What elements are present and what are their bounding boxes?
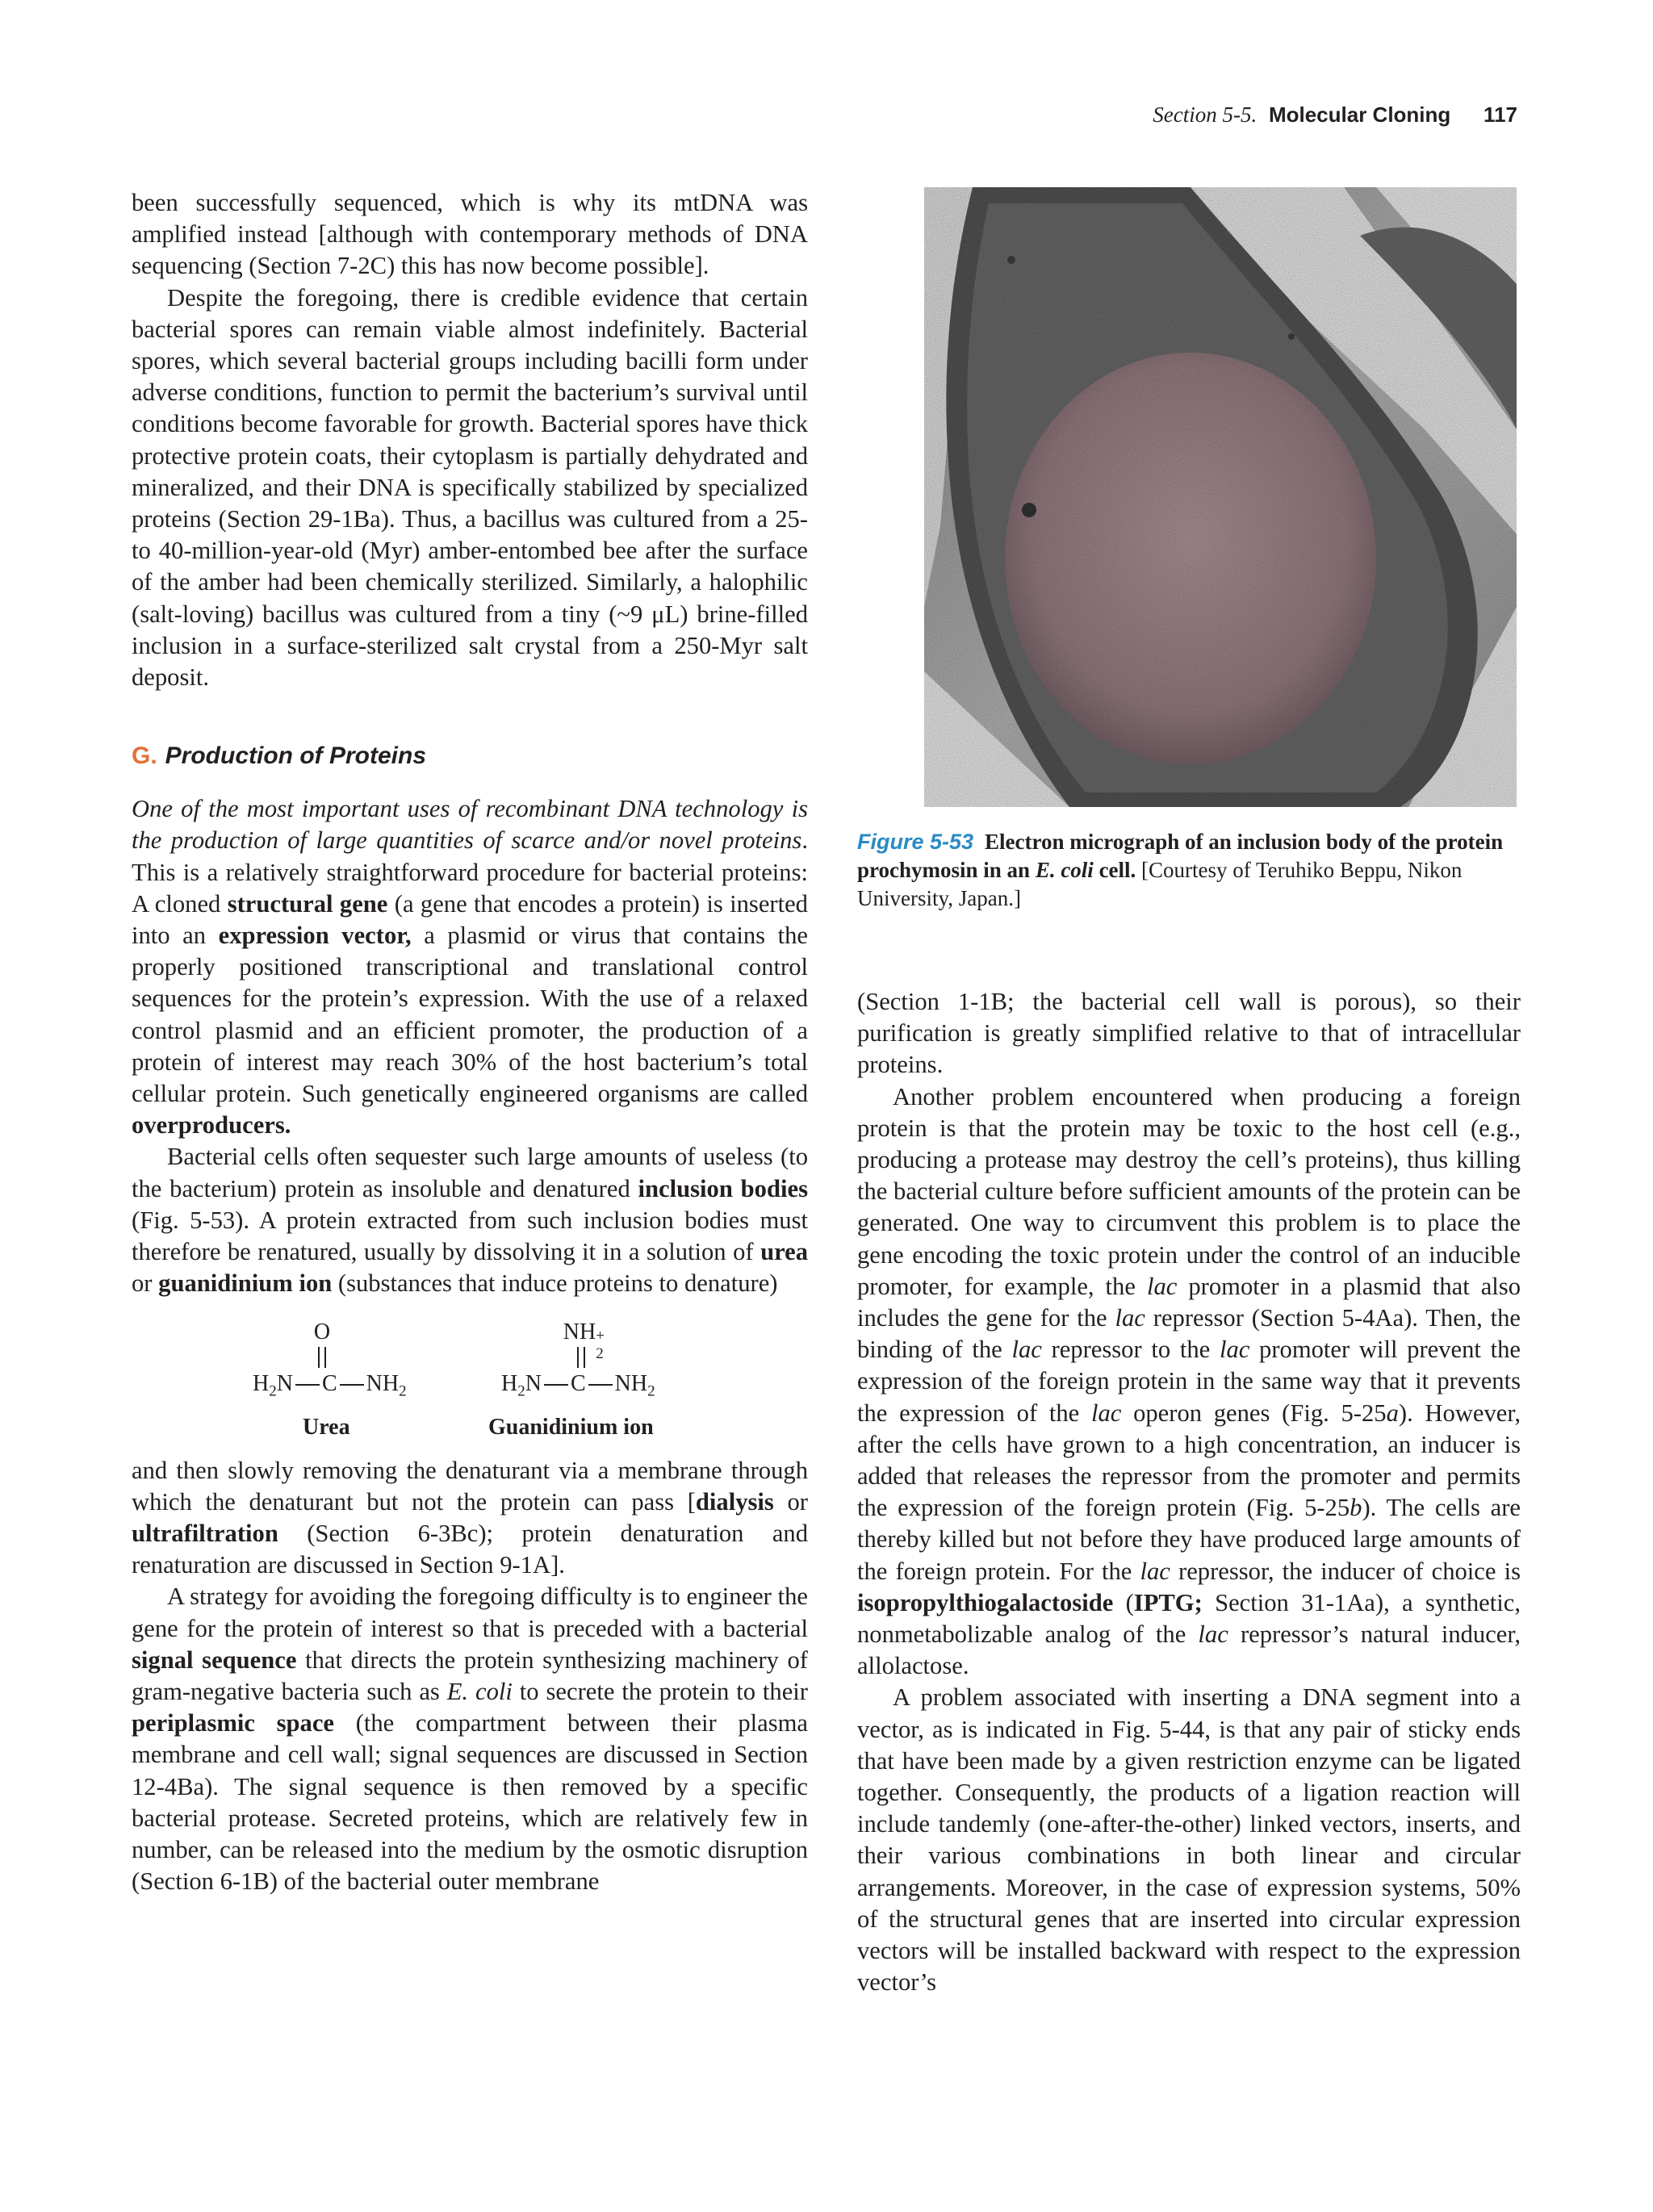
urea-label: Urea	[303, 1414, 350, 1440]
species-name: E. coli	[446, 1677, 513, 1705]
page-number: 117	[1484, 102, 1517, 127]
paragraph: Despite the foregoing, there is credible evidence that certain bacterial spores can remain viable almost indefinitely. Bacterial spores, which several bacterial groups including bacilli form under adverse conditions, function to permit the bacterium’s survival until conditions become favorable for growth. Bacterial spores have thick protective protein coats, their cytoplasm is partially dehydrated and mineralized, and their DNA is specifically stabilized by specialized proteins (Section 29-1Ba). Thus, a bacillus was cultured from a 25- to 40-million-year-old (Myr) amber-entombed bee after the surface of the amber had been chemically sterilized. Similarly, a halophilic (salt-loving) bacillus was cultured from a tiny (~9 μL) brine-filled inclusion in a surface-sterilized salt crystal from a 250-Myr salt deposit.	[132, 283, 808, 692]
paragraph: and then slowly removing the denaturant via a membrane through which the denaturant but not the protein can pass [dialysis or ultrafiltration (Section 6-3Bc); protein denaturation and renaturation are discussed in Section 9-1A].	[132, 1456, 808, 1579]
chemical-structures	[132, 1319, 808, 1441]
right-column	[857, 986, 1521, 1999]
nh2-plus-group: NH + 2	[563, 1319, 605, 1362]
heading-letter: G.	[132, 742, 157, 770]
figure-caption: Figure 5-53 Electron micrograph of an inclusion body of the protein prochymosin in an E. coli cell. [Courtesy of Teruhiko Beppu, Nikon University, Japan.]	[857, 830, 1504, 910]
electron-micrograph-image	[924, 187, 1517, 807]
paragraph: (Section 1-1B; the bacterial cell wall is porous), so their purification is greatly simplified relative to that of intracellular proteins.	[857, 988, 1521, 1079]
term: overproducers.	[132, 1111, 291, 1139]
left-column	[132, 187, 808, 1897]
term: structural gene	[227, 889, 388, 918]
double-bond	[318, 1347, 326, 1368]
section-title: Molecular Cloning	[1268, 102, 1451, 127]
term: signal sequence	[132, 1645, 297, 1674]
urea-backbone: $H_2N$ C $NH_2$	[253, 1370, 407, 1400]
paragraph: Bacterial cells often sequester such large amounts of useless (to the bacterium) protein as insoluble and denatured inclusion bodies (Fig. 5-53). A protein extracted from such inclusion bodies must therefore be renatured, usually by dissolving it in a solution of urea or guanidinium ion (substances that induce proteins to denature)	[132, 1143, 808, 1298]
paragraph: been successfully sequenced, which is why its mtDNA was amplified instead [although with contemporary methods of DNA sequencing (Section 7-2C) this has now become possible].	[132, 189, 808, 280]
guanidinium-backbone: $H_2N$ C $NH_2$	[501, 1370, 655, 1400]
term: inclusion bodies	[638, 1174, 808, 1202]
oxygen-atom: O	[313, 1319, 331, 1344]
term: expression vector,	[218, 922, 412, 950]
term: IPTG;	[1133, 1588, 1203, 1616]
paragraph: Another problem encountered when producing a foreign protein is that the protein may be toxic to the host cell (e.g., producing a protease may destroy the cell’s proteins), thus killing the bacterial culture before sufficient amounts of the protein can be generated. One way to circumvent this problem is to place the gene encoding the toxic protein under the control of an inducible promoter, for example, the lac promoter in a plasmid that also includes the gene for the lac repressor (Section 5-4Aa). Then, the binding of the lac repressor to the lac promoter will prevent the expression of the foreign protein in the same way that it prevents the expression of the lac operon genes (Fig. 5-25a). However, after the cells have grown to a high concentration, an inducer is added that releases the repressor from the promoter and permits the expression of the foreign protein (Fig. 5-25b). The cells are thereby killed but not before they have produced large amounts of the foreign protein. For the lac repressor, the inducer of choice is isopropylthiogalactoside (IPTG; Section 31-1Aa), a synthetic, nonmetabolizable analog of the lac repressor’s natural inducer, allolactose.	[857, 1082, 1521, 1680]
paragraph: A strategy for avoiding the foregoing difficulty is to engineer the gene for the protein of interest so that is preceded with a bacterial signal sequence that directs the protein synthesizing machinery of gram-negative bacteria such as E. coli to secrete the protein to their periplasmic space (the compartment between their plasma membrane and cell wall; signal sequences are discussed in Section 12-4Ba). The signal sequence is then removed by a specific bacterial protease. Secreted proteins, which are relatively few in number, can be released into the medium by the osmotic disruption (Section 6-1B) of the bacterial outer membrane	[132, 1583, 808, 1896]
paragraph: A problem associated with inserting a DNA segment into a vector, as is indicated in Fig. 5-44, is that any pair of sticky ends that have been made by a given restriction enzyme can be ligated together. Consequently, the products of a ligation reaction will include tandemly (one-after-the-other) linked vectors, inserts, and their various combinations in both linear and circular arrangements. Moreover, in the case of expression systems, 50% of the structural genes that are inserted into circular expression vectors will be installed backward with respect to the expression vector’s	[857, 1683, 1521, 1997]
term: urea	[760, 1238, 808, 1266]
intro-italic: One of the most important uses of recombinant DNA technology is the production of large quantities of scarce and/or novel proteins	[132, 795, 808, 855]
term: periplasmic space	[132, 1709, 335, 1737]
paragraph: One of the most important uses of recombinant DNA technology is the production of large quantities of scarce and/or novel proteins. This is a relatively straightforward procedure for bacterial proteins: A cloned structural gene (a gene that encodes a protein) is inserted into an expression vector, a plasmid or virus that contains the properly positioned transcriptional and translational control sequences for the protein’s expression. With the use of a relaxed control plasmid and an efficient promoter, the production of a protein of interest may reach 30% of the host bacterium’s total cellular protein. Such genetically engineered organisms are called overproducers.	[132, 795, 808, 1139]
running-head	[1153, 102, 1517, 128]
double-bond	[577, 1347, 585, 1368]
term: ultrafiltration	[132, 1519, 278, 1547]
figure-label: Figure 5-53	[857, 830, 974, 854]
section-label: Section 5-5.	[1153, 102, 1258, 127]
figure-5-53	[857, 187, 1521, 913]
term: isopropylthiogalactoside	[857, 1588, 1114, 1616]
section-heading	[132, 742, 808, 771]
term: guanidinium ion	[158, 1269, 333, 1298]
heading-text: Production of Proteins	[165, 742, 427, 770]
term: dialysis	[695, 1487, 774, 1516]
guanidinium-label: Guanidinium ion	[488, 1414, 654, 1440]
